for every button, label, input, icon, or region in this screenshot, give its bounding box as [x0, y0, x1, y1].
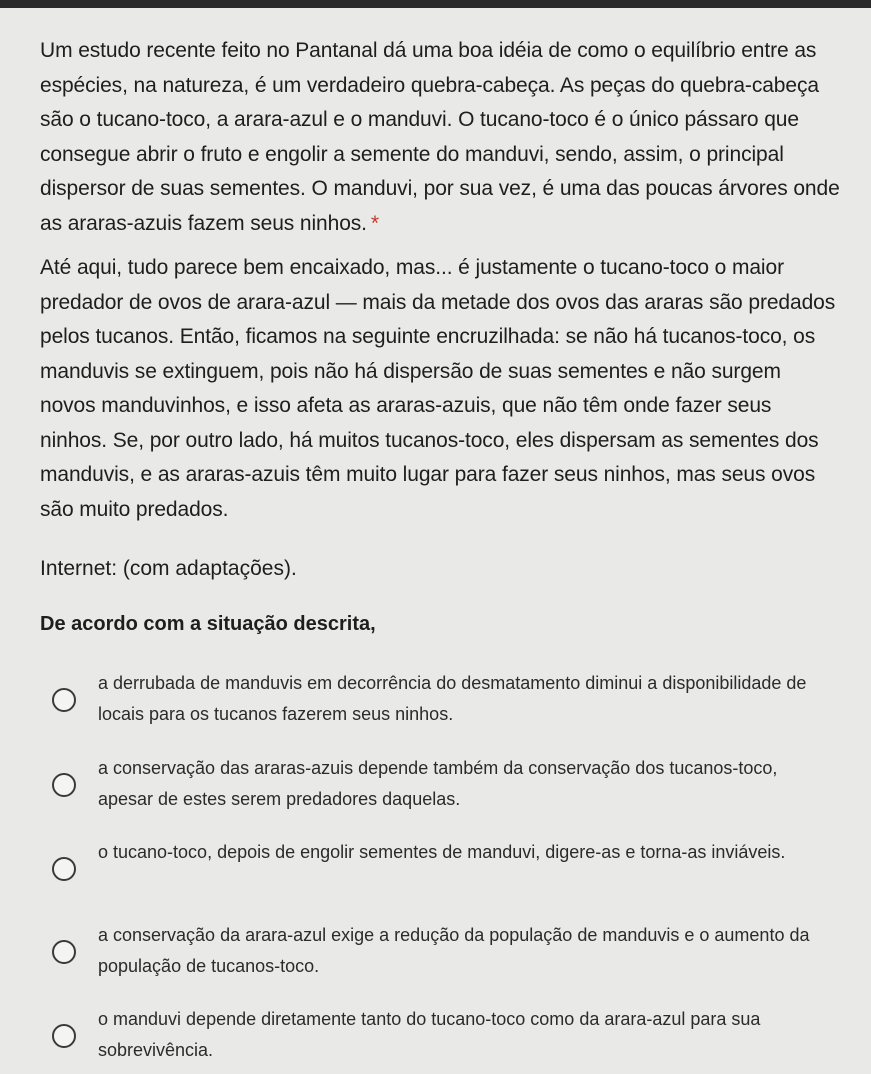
answer-option-text: o tucano-toco, depois de engolir sementes de manduvi, digere-as e torna-as inviáveis.: [98, 842, 786, 862]
radio-button[interactable]: [52, 940, 76, 964]
radio-button[interactable]: [52, 773, 76, 797]
radio-button[interactable]: [52, 857, 76, 881]
question-passage: [40, 34, 840, 527]
answer-option-text: a derrubada de manduvis em decorrência do desmatamento diminui a disponibilidade de locais para os tucanos fazerem seus ninhos.: [98, 673, 807, 724]
answer-option-text: a conservação das araras-azuis depende também da conservação dos tucanos-toco, apesar de estes serem predadores daquelas.: [98, 758, 778, 809]
answer-option-b[interactable]: [52, 753, 842, 823]
radio-button[interactable]: [52, 1024, 76, 1048]
answer-option-c[interactable]: [52, 837, 842, 907]
question-prompt: De acordo com a situação descrita,: [40, 613, 376, 635]
passage-paragraph-1: [40, 34, 840, 241]
answer-option-e[interactable]: [52, 1004, 842, 1074]
top-border: [0, 0, 871, 8]
passage-paragraph-2: Até aqui, tudo parece bem encaixado, mas... é justamente o tucano-toco o maior predador de ovos de arara-azul — mais da metade dos ovos das araras são predados pelos tucanos. Então, ficamos na seguinte encruzilhada: se não há tucanos-toco, os manduvis se extinguem, pois não há dispersão de suas sementes e não surgem novos manduvinhos, e isso afeta as araras-azuis, que não têm onde fazer seus ninhos. Se, por outro lado, há muitos tucanos-toco, eles dispersam as sementes dos manduvis, e as araras-azuis têm muito lugar para fazer seus ninhos, mas seus ovos são muito predados.: [40, 256, 836, 521]
answer-option-text: a conservação da arara-azul exige a redução da população de manduvis e o aumento da população de tucanos-toco.: [98, 925, 810, 976]
answer-option-text: o manduvi depende diretamente tanto do tucano-toco como da arara-azul para sua sobrevivência.: [98, 1009, 761, 1060]
answer-option-a[interactable]: [52, 668, 842, 738]
required-marker: *: [370, 211, 379, 235]
answer-option-d[interactable]: [52, 920, 842, 990]
passage-paragraph-1-text: Um estudo recente feito no Pantanal dá uma boa idéia de como o equilíbrio entre as espécies, na natureza, é um verdadeiro quebra-cabeça. As peças do quebra-cabeça são o tucano-toco, a arara-azul e o manduvi. O tucano-toco é o único pássaro que consegue abrir o fruto e engolir a semente do manduvi, sendo, assim, o principal dispersor de suas sementes. O manduvi, por sua vez, é uma das poucas árvores onde as araras-azuis fazem seus ninhos.: [40, 39, 840, 235]
source-citation: Internet: (com adaptações).: [40, 557, 297, 580]
radio-button[interactable]: [52, 688, 76, 712]
